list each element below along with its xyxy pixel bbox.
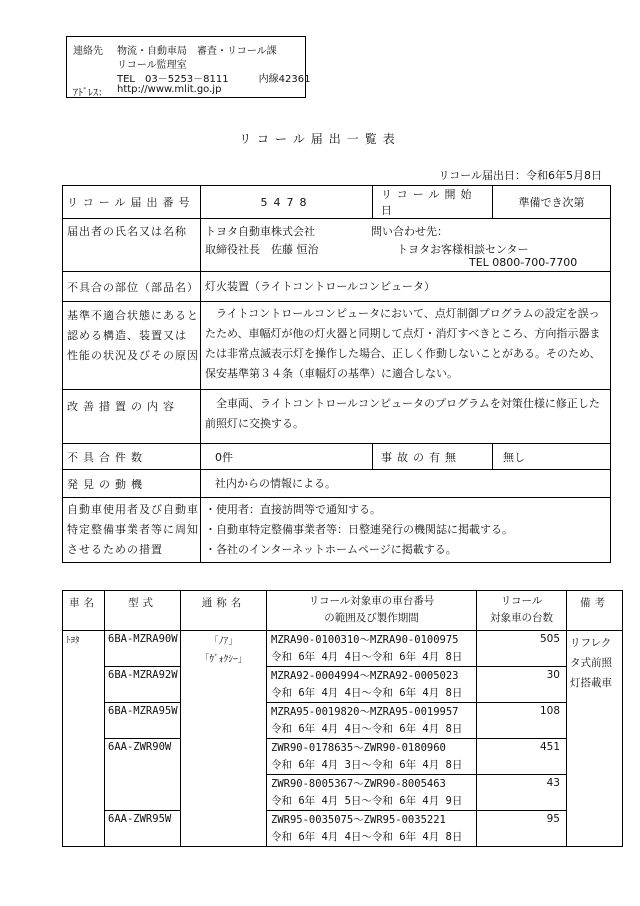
part-row <box>63 272 611 302</box>
maker: ﾄﾖﾀ <box>63 631 105 847</box>
contact-dept: 物流・自動車局 審査・リコール課 <box>117 46 277 57</box>
vehicle-range <box>267 775 477 811</box>
vehicle-row <box>63 667 623 703</box>
accident-label: 事故の有無 <box>373 444 493 470</box>
vehicle-name: 「ﾉｱ」 <box>209 636 238 647</box>
vehicle-row <box>63 739 623 775</box>
header-model: 型式 <box>105 591 181 631</box>
vehicle-name: 「ｳﾞｫｸｼｰ」 <box>199 654 248 665</box>
header-range-line: の範囲及び製作期間 <box>324 612 419 624</box>
vehicle-header-row <box>63 591 623 631</box>
production-period: 令和 6年 4月 5日～令和 6年 4月 9日 <box>271 794 463 807</box>
header-range-line: リコール対象車の車台番号 <box>308 595 435 607</box>
production-period: 令和 6年 4月 4日～令和 6年 4月 8日 <box>271 686 463 699</box>
notice-label <box>63 498 201 563</box>
recall-number: 5478 <box>201 186 373 219</box>
production-period: 令和 6年 4月 4日～令和 6年 4月 8日 <box>271 722 463 735</box>
production-period: 令和 6年 4月 4日～令和 6年 4月 8日 <box>271 650 463 663</box>
discovery-row <box>63 470 611 498</box>
defect-label-line: 認める構造、装置又は <box>67 329 187 342</box>
production-period: 令和 6年 4月 4日～令和 6年 4月 8日 <box>271 830 463 843</box>
vehicle-count: 451 <box>477 739 567 775</box>
notice-label-line: 自動車使用者及び自動車 <box>67 503 199 516</box>
header-range <box>267 591 477 631</box>
filer-label: 届出者の氏名又は名称 <box>63 219 201 272</box>
note-line: タ式前照 <box>570 657 612 669</box>
notice-line: ・各社のインターネットホームページに掲載する。 <box>205 543 457 556</box>
vehicle-table <box>62 590 623 847</box>
vehicle-row <box>63 703 623 739</box>
model: 6BA-MZRA95W <box>105 703 181 739</box>
chassis-range: MZRA92-0004994～MZRA92-0005023 <box>271 669 459 682</box>
start-date: 準備でき次第 <box>493 186 611 219</box>
remedy-description <box>201 390 611 444</box>
part-label: 不具合の部位（部品名） <box>63 272 201 302</box>
address-label: ｱﾄﾞﾚｽ： <box>73 88 108 99</box>
defect-line: たは非常点滅表示灯を操作した場合、正しく作動しないことがある。そのため、 <box>205 347 601 360</box>
inquiry-label: 問い合わせ先： <box>371 225 448 238</box>
count-row <box>63 444 611 470</box>
production-period: 令和 6年 4月 3日～令和 6年 4月 8日 <box>271 758 463 771</box>
chassis-range: MZRA95-0019820～MZRA95-0019957 <box>271 705 459 718</box>
part-value: 灯火装置（ライトコントロールコンピュータ） <box>201 272 611 302</box>
header-maker: 車名 <box>63 591 105 631</box>
contact-tel: TEL 03－5253－8111 内線42361 <box>117 74 311 85</box>
filed-date: リコール届出日：令和6年5月8日 <box>438 169 602 182</box>
model: 6BA-MZRA92W <box>105 667 181 703</box>
page-title: リコール届出一覧表 <box>239 132 401 146</box>
vehicle-count: 30 <box>477 667 567 703</box>
defect-count-label: 不具合件数 <box>63 444 201 470</box>
defect-line: ライトコントロールコンピュータにおいて、点灯制御プログラムの設定を誤っ <box>205 307 600 320</box>
accident-value: 無し <box>493 444 611 470</box>
vehicle-note <box>567 631 623 847</box>
notice-line: ・自動車特定整備事業者等：日整連発行の機関誌に掲載する。 <box>205 523 513 536</box>
note-line: 灯搭載車 <box>570 677 612 689</box>
vehicle-range <box>267 667 477 703</box>
vehicle-range <box>267 739 477 775</box>
remedy-line: 全車両、ライトコントロールコンピュータのプログラムを対策仕様に修正した <box>205 397 600 410</box>
chassis-range: MZRA90-0100310～MZRA90-0100975 <box>271 633 459 646</box>
defect-description <box>201 302 611 390</box>
remedy-label: 改善措置の内容 <box>63 390 201 444</box>
vehicle-names <box>181 631 267 847</box>
vehicle-row <box>63 811 623 847</box>
defect-label-line: 基準不適合状態にあると <box>67 309 199 322</box>
recall-number-row <box>63 186 611 219</box>
remedy-line: 前照灯に交換する。 <box>205 417 304 430</box>
model: 6AA-ZWR90W <box>105 739 181 811</box>
contact-label: 連絡先 <box>73 46 103 57</box>
vehicle-count: 108 <box>477 703 567 739</box>
chassis-range: ZWR90-0178635～ZWR90-0180960 <box>271 741 446 754</box>
notice-label-line: 特定整備事業者等に周知 <box>67 523 199 536</box>
chassis-range: ZWR95-0035075～ZWR95-0035221 <box>271 813 446 826</box>
filer-cell <box>201 219 611 272</box>
header-count-line: リコール <box>500 595 543 607</box>
model: 6AA-ZWR95W <box>105 811 181 847</box>
vehicle-count: 95 <box>477 811 567 847</box>
defect-line: たため、車幅灯が他の灯火器と同期して点灯・消灯すべきところ、方向指示器ま <box>205 327 601 340</box>
inquiry-tel: TEL 0800-700-7700 <box>469 256 578 269</box>
recall-summary-table <box>62 185 611 563</box>
vehicle-range <box>267 811 477 847</box>
contact-url[interactable]: http://www.mlit.go.jp <box>117 84 222 95</box>
defect-label-line: 性能の状況及びその原因 <box>67 349 199 362</box>
vehicle-row <box>63 631 623 667</box>
header-count <box>477 591 567 631</box>
contact-box <box>66 36 311 99</box>
chassis-range: ZWR90-8005367～ZWR90-8005463 <box>271 777 446 790</box>
notice-label-line: させるための措置 <box>67 543 163 556</box>
notice-line: ・使用者：直接訪問等で通知する。 <box>205 503 381 516</box>
vehicle-count: 505 <box>477 631 567 667</box>
header-name: 通称名 <box>181 591 267 631</box>
vehicle-range <box>267 631 477 667</box>
defect-label <box>63 302 201 390</box>
discovery-label: 発見の動機 <box>63 470 201 498</box>
inquiry-center: トヨタお客様相談センター <box>397 243 529 256</box>
company-name: トヨタ自動車株式会社 <box>205 225 315 238</box>
defect-line: 保安基準第３４条（車幅灯の基準）に適合しない。 <box>205 367 458 380</box>
model: 6BA-MZRA90W <box>105 631 181 667</box>
notice-row <box>63 498 611 563</box>
note-line: リフレク <box>570 637 612 649</box>
remedy-row <box>63 390 611 444</box>
representative: 取締役社長 佐藤 恒治 <box>205 243 319 256</box>
vehicle-count: 43 <box>477 775 567 811</box>
notice-measures <box>201 498 611 563</box>
vehicle-range <box>267 703 477 739</box>
filer-row <box>63 219 611 272</box>
contact-office: リコール監理室 <box>117 60 187 71</box>
defect-count: 0件 <box>201 444 373 470</box>
start-date-label: リコール開始日 <box>373 186 493 219</box>
header-note: 備考 <box>567 591 623 631</box>
header-count-line: 対象車の台数 <box>490 612 553 624</box>
defect-row <box>63 302 611 390</box>
recall-number-label: リコール届出番号 <box>63 186 201 219</box>
discovery-value: 社内からの情報による。 <box>201 470 611 498</box>
